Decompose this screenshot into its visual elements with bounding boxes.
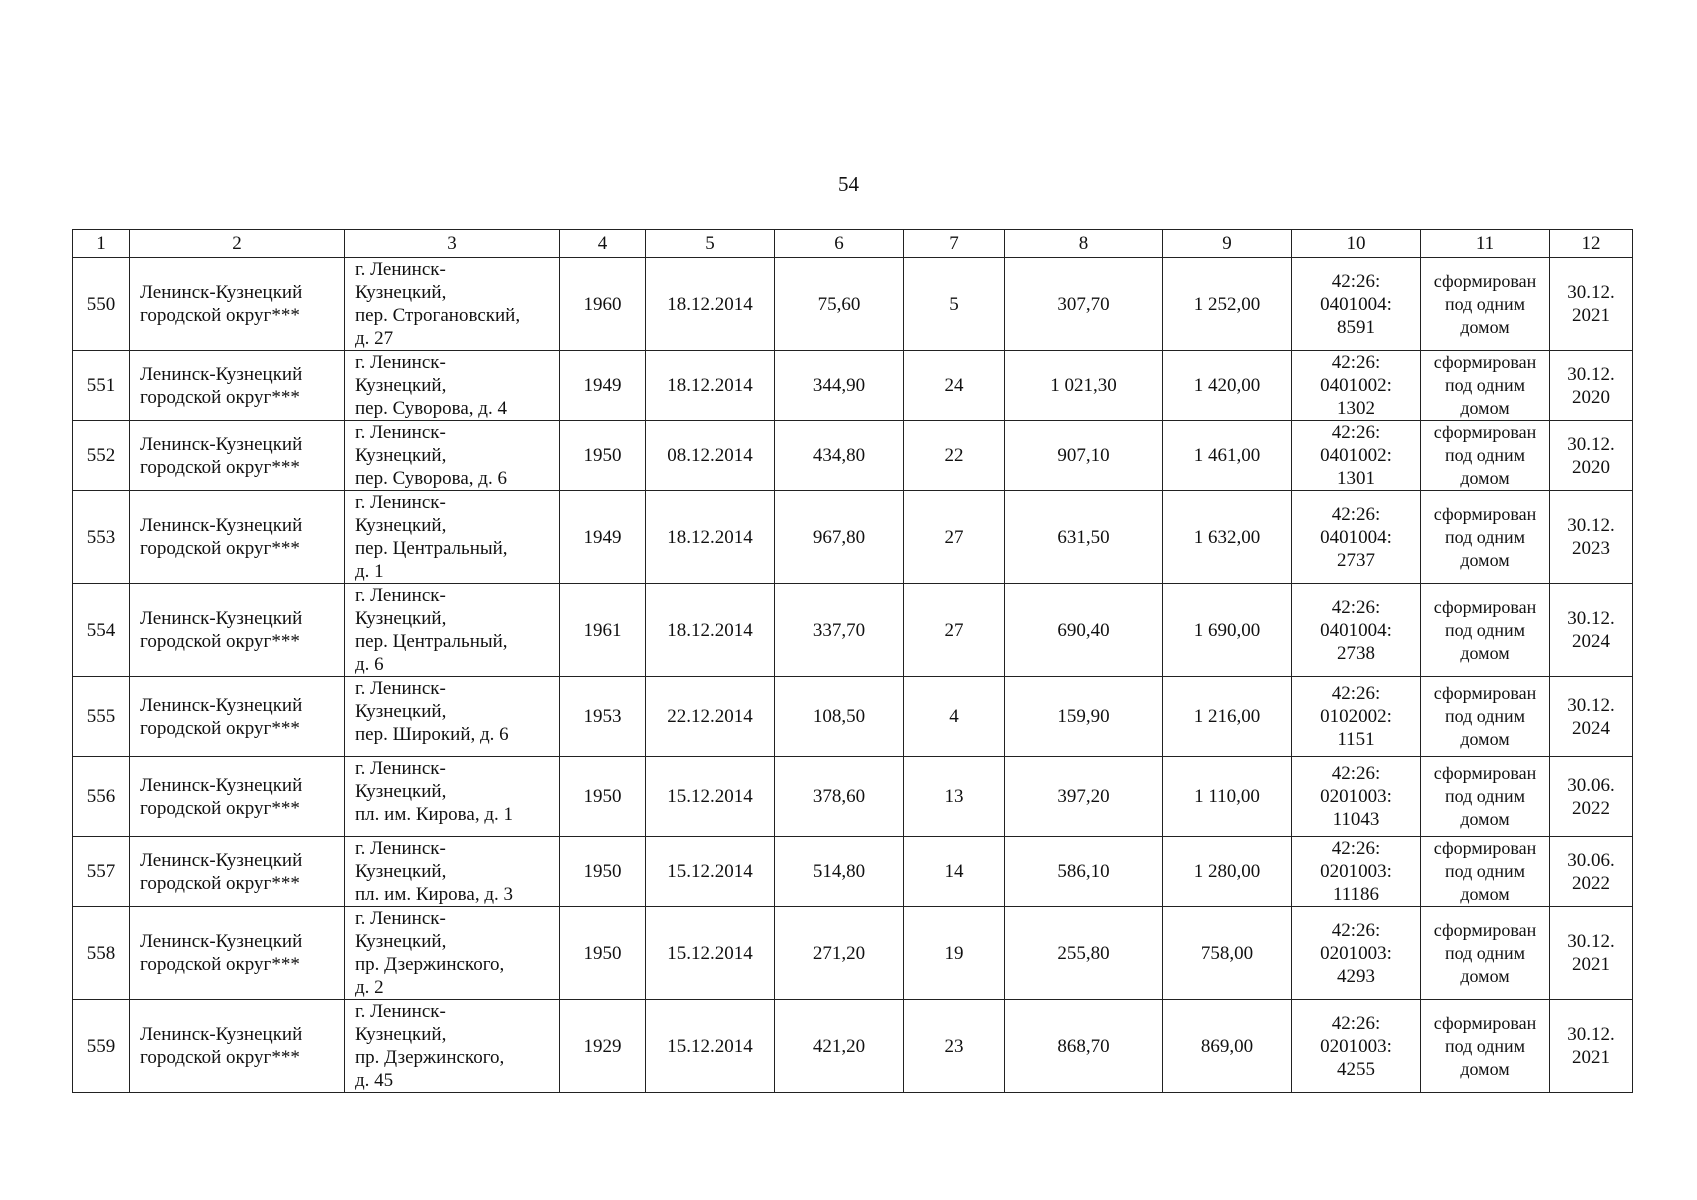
address-cell-text: г. Ленинск- Кузнецкий, пер. Центральный, д. 1 (355, 492, 508, 582)
deadline-cell-text: 30.12. 2021 (1567, 1024, 1615, 1068)
land-area-cell-text: 868,70 (1057, 1035, 1110, 1057)
land-status-cell (1421, 1000, 1550, 1093)
deadline-cell-text: 30.12. 2023 (1567, 515, 1615, 559)
deadline-cell (1550, 677, 1633, 757)
row-number-cell (73, 907, 130, 1000)
row-number-cell (73, 351, 130, 421)
date-cell (646, 351, 775, 421)
land-status-cell-text: сформирован под одним домом (1433, 503, 1537, 570)
address-cell-text: г. Ленинск- Кузнецкий, пер. Широкий, д. 6 (355, 678, 509, 745)
address-cell-text: г. Ленинск- Кузнецкий, пр. Дзержинского, д. 45 (355, 1001, 505, 1091)
residents-cell (904, 837, 1005, 907)
land-area-cell (1005, 584, 1163, 677)
municipality-cell-text: Ленинск-Кузнецкий городской округ*** (140, 849, 303, 894)
cadastral-number-cell (1292, 584, 1421, 677)
year-cell-text: 1929 (583, 1035, 622, 1057)
land-status-cell-text: сформирован под одним домом (1433, 838, 1537, 904)
land-area-cell (1005, 258, 1163, 351)
cadastral-number-cell-text: 42:26: 0401002: 1301 (1320, 422, 1392, 489)
cadastral-value-cell-text: 1 690,00 (1193, 619, 1261, 641)
year-cell (560, 351, 646, 421)
cadastral-value-cell-text: 1 216,00 (1193, 706, 1261, 727)
column-number-header: 3 (345, 230, 560, 258)
cadastral-number-cell (1292, 757, 1421, 837)
cadastral-number-cell (1292, 837, 1421, 907)
land-area-cell-text: 690,40 (1057, 619, 1110, 641)
cadastral-number-cell-text: 42:26: 0401004: 2737 (1320, 503, 1392, 571)
residents-cell-text: 22 (944, 445, 964, 466)
municipality-cell (130, 677, 345, 757)
deadline-cell (1550, 757, 1633, 837)
area-cell (775, 677, 904, 757)
land-status-cell (1421, 258, 1550, 351)
housing-registry-table (72, 229, 1633, 1093)
area-cell (775, 421, 904, 491)
cadastral-value-cell (1163, 584, 1292, 677)
deadline-cell (1550, 1000, 1633, 1093)
cadastral-number-cell-text: 42:26: 0401004: 8591 (1320, 270, 1392, 338)
cadastral-value-cell (1163, 351, 1292, 421)
cadastral-value-cell (1163, 677, 1292, 757)
deadline-cell (1550, 421, 1633, 491)
area-cell-text: 75,60 (817, 293, 861, 315)
cadastral-number-cell-text: 42:26: 0201003: 11186 (1320, 838, 1392, 905)
table-row (73, 491, 1633, 584)
date-cell-text: 15.12.2014 (667, 786, 753, 807)
area-cell-text: 421,20 (812, 1035, 866, 1057)
cadastral-number-cell-text: 42:26: 0401002: 1302 (1320, 352, 1392, 419)
residents-cell (904, 351, 1005, 421)
row-number-cell-text: 559 (86, 1035, 116, 1057)
year-cell (560, 421, 646, 491)
row-number-cell (73, 837, 130, 907)
residents-cell (904, 491, 1005, 584)
land-status-cell (1421, 907, 1550, 1000)
row-number-cell-text: 553 (86, 526, 116, 548)
municipality-cell (130, 351, 345, 421)
date-cell (646, 258, 775, 351)
land-area-cell-text: 255,80 (1057, 942, 1110, 964)
area-cell (775, 491, 904, 584)
area-cell (775, 837, 904, 907)
land-area-cell-text: 307,70 (1057, 293, 1110, 315)
cadastral-value-cell-text: 1 461,00 (1193, 445, 1261, 466)
cadastral-value-cell (1163, 757, 1292, 837)
table-row (73, 351, 1633, 421)
cadastral-value-cell-text: 1 420,00 (1193, 375, 1261, 396)
area-cell-text: 108,50 (812, 706, 866, 727)
date-cell (646, 677, 775, 757)
residents-cell (904, 421, 1005, 491)
land-area-cell-text: 586,10 (1057, 861, 1110, 882)
municipality-cell-text: Ленинск-Кузнецкий городской округ*** (140, 774, 303, 819)
land-area-cell-text: 631,50 (1057, 526, 1110, 548)
date-cell-text: 08.12.2014 (667, 445, 753, 466)
date-cell-text: 15.12.2014 (667, 861, 753, 882)
residents-cell-text: 19 (944, 942, 964, 964)
address-cell (345, 351, 560, 421)
date-cell-text: 15.12.2014 (667, 1035, 753, 1057)
table-row (73, 907, 1633, 1000)
residents-cell (904, 907, 1005, 1000)
area-cell (775, 907, 904, 1000)
municipality-cell-text: Ленинск-Кузнецкий городской округ*** (140, 931, 303, 975)
year-cell (560, 491, 646, 584)
cadastral-number-cell-text: 42:26: 0201003: 4255 (1320, 1012, 1392, 1080)
date-cell (646, 907, 775, 1000)
row-number-cell-text: 554 (86, 619, 116, 641)
column-number-header: 1 (73, 230, 130, 258)
residents-cell (904, 1000, 1005, 1093)
residents-cell-text: 14 (944, 861, 964, 882)
row-number-cell-text: 550 (86, 293, 116, 315)
area-cell (775, 757, 904, 837)
year-cell-text: 1950 (583, 942, 622, 964)
cadastral-number-cell (1292, 907, 1421, 1000)
land-area-cell (1005, 837, 1163, 907)
row-number-cell-text: 557 (86, 861, 116, 882)
date-cell-text: 18.12.2014 (667, 526, 753, 548)
cadastral-value-cell-text: 758,00 (1200, 942, 1254, 964)
address-cell (345, 837, 560, 907)
deadline-cell (1550, 837, 1633, 907)
area-cell (775, 584, 904, 677)
address-cell (345, 421, 560, 491)
year-cell-text: 1949 (583, 375, 622, 396)
year-cell (560, 584, 646, 677)
column-number-header: 12 (1550, 230, 1633, 258)
land-area-cell (1005, 757, 1163, 837)
row-number-cell (73, 258, 130, 351)
deadline-cell (1550, 907, 1633, 1000)
column-number-header: 2 (130, 230, 345, 258)
municipality-cell (130, 907, 345, 1000)
table-row (73, 421, 1633, 491)
area-cell-text: 967,80 (812, 526, 866, 548)
year-cell-text: 1950 (583, 786, 622, 807)
area-cell-text: 514,80 (812, 861, 866, 882)
land-area-cell-text: 1 021,30 (1050, 375, 1117, 396)
land-area-cell (1005, 421, 1163, 491)
land-status-cell-text: сформирован под одним домом (1433, 919, 1537, 986)
residents-cell-text: 5 (949, 293, 959, 315)
year-cell-text: 1960 (583, 293, 622, 315)
area-cell-text: 271,20 (812, 942, 866, 964)
year-cell (560, 677, 646, 757)
row-number-cell (73, 421, 130, 491)
land-status-cell-text: сформирован под одним домом (1433, 352, 1537, 418)
table-row (73, 584, 1633, 677)
deadline-cell-text: 30.12. 2020 (1567, 433, 1615, 478)
date-cell (646, 584, 775, 677)
date-cell-text: 18.12.2014 (667, 619, 753, 641)
date-cell (646, 757, 775, 837)
column-number-header: 7 (904, 230, 1005, 258)
cadastral-number-cell-text: 42:26: 0201003: 11043 (1320, 763, 1392, 830)
year-cell-text: 1950 (583, 445, 622, 466)
deadline-cell (1550, 584, 1633, 677)
column-number-header: 11 (1421, 230, 1550, 258)
municipality-cell-text: Ленинск-Кузнецкий городской округ*** (140, 694, 303, 739)
address-cell-text: г. Ленинск- Кузнецкий, пл. им. Кирова, д. 1 (355, 758, 514, 825)
residents-cell-text: 27 (944, 619, 964, 641)
cadastral-number-cell-text: 42:26: 0201003: 4293 (1320, 919, 1392, 987)
address-cell (345, 1000, 560, 1093)
row-number-cell-text: 555 (86, 706, 116, 727)
area-cell-text: 378,60 (812, 786, 866, 807)
date-cell-text: 18.12.2014 (667, 293, 753, 315)
municipality-cell-text: Ленинск-Кузнецкий городской округ*** (140, 363, 303, 408)
cadastral-number-cell (1292, 491, 1421, 584)
land-status-cell (1421, 491, 1550, 584)
year-cell (560, 757, 646, 837)
row-number-cell (73, 584, 130, 677)
cadastral-number-cell-text: 42:26: 0102002: 1151 (1320, 683, 1392, 750)
residents-cell-text: 23 (944, 1035, 964, 1057)
municipality-cell-text: Ленинск-Кузнецкий городской округ*** (140, 433, 303, 478)
year-cell (560, 1000, 646, 1093)
land-area-cell (1005, 351, 1163, 421)
row-number-cell (73, 1000, 130, 1093)
area-cell (775, 1000, 904, 1093)
cadastral-number-cell (1292, 421, 1421, 491)
page-number: 54 (838, 172, 859, 196)
address-cell-text: г. Ленинск- Кузнецкий, пер. Центральный, д. 6 (355, 585, 508, 675)
land-status-cell-text: сформирован под одним домом (1433, 422, 1537, 488)
land-status-cell (1421, 421, 1550, 491)
table-row (73, 677, 1633, 757)
land-status-cell-text: сформирован под одним домом (1433, 1012, 1537, 1079)
deadline-cell (1550, 491, 1633, 584)
municipality-cell-text: Ленинск-Кузнецкий городской округ*** (140, 282, 303, 326)
cadastral-value-cell (1163, 491, 1292, 584)
deadline-cell-text: 30.12. 2024 (1567, 608, 1615, 652)
deadline-cell (1550, 351, 1633, 421)
address-cell-text: г. Ленинск- Кузнецкий, пл. им. Кирова, д. 3 (355, 838, 514, 905)
address-cell (345, 584, 560, 677)
cadastral-value-cell (1163, 421, 1292, 491)
year-cell (560, 907, 646, 1000)
cadastral-value-cell-text: 869,00 (1200, 1035, 1254, 1057)
land-area-cell (1005, 677, 1163, 757)
table-body (73, 258, 1633, 1093)
address-cell (345, 491, 560, 584)
cadastral-number-cell-text: 42:26: 0401004: 2738 (1320, 596, 1392, 664)
residents-cell (904, 584, 1005, 677)
column-number-header: 9 (1163, 230, 1292, 258)
address-cell-text: г. Ленинск- Кузнецкий, пр. Дзержинского, д. 2 (355, 908, 505, 998)
cadastral-value-cell-text: 1 252,00 (1193, 293, 1261, 315)
municipality-cell (130, 1000, 345, 1093)
row-number-cell-text: 558 (86, 942, 116, 964)
deadline-cell-text: 30.12. 2020 (1567, 363, 1615, 408)
residents-cell-text: 13 (944, 786, 964, 807)
land-status-cell-text: сформирован под одним домом (1433, 270, 1537, 337)
column-number-header: 5 (646, 230, 775, 258)
address-cell-text: г. Ленинск- Кузнецкий, пер. Суворова, д. 6 (355, 422, 507, 489)
land-status-cell-text: сформирован под одним домом (1433, 683, 1537, 749)
deadline-cell-text: 30.12. 2024 (1567, 694, 1615, 739)
year-cell-text: 1953 (583, 706, 622, 727)
residents-cell (904, 258, 1005, 351)
land-area-cell (1005, 491, 1163, 584)
area-cell-text: 337,70 (812, 619, 866, 641)
cadastral-value-cell (1163, 1000, 1292, 1093)
land-status-cell (1421, 584, 1550, 677)
table-row (73, 258, 1633, 351)
table-row (73, 837, 1633, 907)
cadastral-number-cell (1292, 677, 1421, 757)
land-area-cell (1005, 1000, 1163, 1093)
municipality-cell (130, 491, 345, 584)
deadline-cell-text: 30.06. 2022 (1567, 774, 1615, 819)
land-area-cell-text: 397,20 (1057, 786, 1110, 807)
area-cell (775, 351, 904, 421)
column-number-header: 8 (1005, 230, 1163, 258)
cadastral-value-cell-text: 1 632,00 (1193, 526, 1261, 548)
area-cell-text: 344,90 (812, 375, 866, 396)
cadastral-value-cell-text: 1 110,00 (1194, 786, 1260, 807)
land-area-cell (1005, 907, 1163, 1000)
area-cell (775, 258, 904, 351)
column-number-header: 10 (1292, 230, 1421, 258)
municipality-cell (130, 837, 345, 907)
municipality-cell-text: Ленинск-Кузнецкий городской округ*** (140, 515, 303, 559)
row-number-cell (73, 677, 130, 757)
year-cell-text: 1961 (583, 619, 622, 641)
row-number-cell-text: 552 (86, 445, 116, 466)
row-number-cell (73, 491, 130, 584)
address-cell-text: г. Ленинск- Кузнецкий, пер. Строгановский, д. 27 (355, 259, 521, 349)
date-cell (646, 837, 775, 907)
column-number-header: 6 (775, 230, 904, 258)
land-status-cell (1421, 837, 1550, 907)
cadastral-value-cell (1163, 837, 1292, 907)
date-cell (646, 491, 775, 584)
cadastral-number-cell (1292, 1000, 1421, 1093)
address-cell (345, 677, 560, 757)
land-status-cell-text: сформирован под одним домом (1433, 763, 1537, 829)
land-status-cell (1421, 757, 1550, 837)
land-area-cell-text: 159,90 (1057, 706, 1110, 727)
year-cell-text: 1950 (583, 861, 622, 882)
year-cell-text: 1949 (583, 526, 622, 548)
area-cell-text: 434,80 (812, 445, 866, 466)
deadline-cell-text: 30.12. 2021 (1567, 282, 1615, 326)
year-cell (560, 258, 646, 351)
date-cell-text: 15.12.2014 (667, 942, 753, 964)
cadastral-number-cell (1292, 258, 1421, 351)
table-row (73, 757, 1633, 837)
row-number-cell-text: 551 (86, 375, 116, 396)
row-number-cell (73, 757, 130, 837)
cadastral-value-cell (1163, 907, 1292, 1000)
column-number-row (73, 230, 1633, 258)
cadastral-value-cell (1163, 258, 1292, 351)
residents-cell (904, 677, 1005, 757)
date-cell-text: 18.12.2014 (667, 375, 753, 396)
municipality-cell-text: Ленинск-Кузнецкий городской округ*** (140, 1024, 303, 1068)
land-status-cell (1421, 351, 1550, 421)
residents-cell-text: 24 (944, 375, 964, 396)
land-status-cell (1421, 677, 1550, 757)
table-header (73, 230, 1633, 258)
date-cell (646, 421, 775, 491)
residents-cell-text: 27 (944, 526, 964, 548)
deadline-cell (1550, 258, 1633, 351)
land-status-cell-text: сформирован под одним домом (1433, 596, 1537, 663)
date-cell (646, 1000, 775, 1093)
address-cell (345, 907, 560, 1000)
deadline-cell-text: 30.12. 2021 (1567, 931, 1615, 975)
cadastral-value-cell-text: 1 280,00 (1193, 861, 1261, 882)
table-row (73, 1000, 1633, 1093)
year-cell (560, 837, 646, 907)
address-cell (345, 258, 560, 351)
row-number-cell-text: 556 (86, 786, 116, 807)
date-cell-text: 22.12.2014 (667, 706, 753, 727)
municipality-cell (130, 258, 345, 351)
residents-cell-text: 4 (949, 706, 959, 727)
address-cell (345, 757, 560, 837)
column-number-header: 4 (560, 230, 646, 258)
cadastral-number-cell (1292, 351, 1421, 421)
municipality-cell (130, 421, 345, 491)
address-cell-text: г. Ленинск- Кузнецкий, пер. Суворова, д. 4 (355, 352, 507, 419)
residents-cell (904, 757, 1005, 837)
municipality-cell (130, 757, 345, 837)
municipality-cell (130, 584, 345, 677)
deadline-cell-text: 30.06. 2022 (1567, 849, 1615, 894)
land-area-cell-text: 907,10 (1057, 445, 1110, 466)
municipality-cell-text: Ленинск-Кузнецкий городской округ*** (140, 608, 303, 652)
